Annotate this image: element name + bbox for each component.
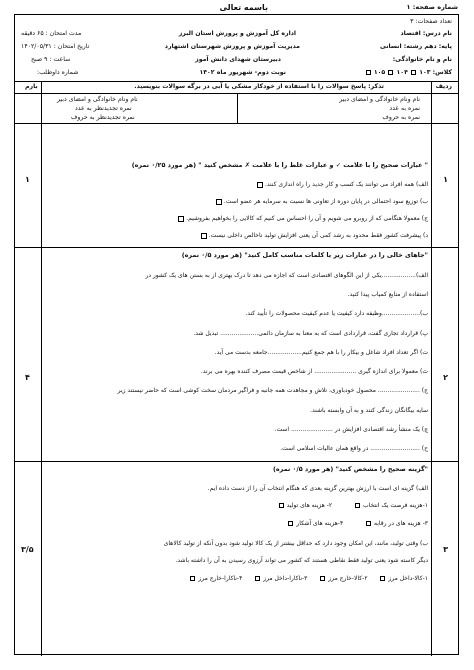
exam-date: تاریخ امتحان : ۱۴۰۲/۰۵/۳۱ — [21, 43, 90, 50]
question-number: ۲ — [443, 373, 448, 382]
page-number: شماره صفحه: ۱ — [406, 3, 458, 11]
option-checkbox[interactable] — [279, 503, 284, 508]
divider — [15, 123, 458, 124]
exam-instruction-note: تذکر: پاسخ سوالات را با استفاده از خودکار مشکی یا آبی در برگه سوالات بنویسید. — [134, 83, 384, 90]
grader-left-1: نام ونام خانوادگی و امضای دبیر — [57, 96, 138, 103]
mc-question-cont: دیگر کاسته شود یعنی تولید فقط نقاطی هستند که کشور می تواند آرزوی رسیدن به آن را داشته باشد. — [175, 557, 428, 564]
answer-box[interactable] — [257, 182, 263, 188]
student-name-label: نام و نام خانوادگی: — [392, 56, 452, 63]
col-row-header: ردیف — [435, 83, 452, 90]
question-number: ۳ — [443, 545, 448, 554]
option-checkbox[interactable] — [366, 521, 371, 526]
option-checkbox[interactable] — [255, 576, 260, 581]
question-score: ۳/۵ — [21, 545, 34, 554]
divider — [15, 461, 458, 462]
seat-number: شماره داوطلب: — [37, 69, 79, 76]
school-name: دبیرستان شهدای دانش آموز — [195, 56, 281, 63]
row-column-line — [431, 81, 432, 656]
grader-left-2: نمره تجدیدنظر به عدد — [75, 105, 132, 112]
statement-item: ج) معمولا هنگامی که از روبرو می شویم و آن را احساس می کنیم که کالایی را بخواهیم بفروشیم. — [176, 215, 428, 223]
blank-item[interactable]: ح) .......................... در واقع همان عالیات اسلامی است. — [280, 445, 428, 452]
question-score: ۴ — [25, 373, 30, 382]
page-count: تعداد صفحات: ۳ — [410, 18, 452, 25]
divider — [237, 93, 238, 123]
exam-frame — [14, 14, 459, 655]
mc-options-row: ۱-کالا-داخل مرز ۲-کالا-خارج مرز ۳-ناکارا-داخل مرز ۴-ناکارا-خارج مرز — [179, 575, 428, 583]
blank-item-cont: سایه بیگانگان زندگی کنند و به آن وابسته باشند. — [310, 407, 428, 414]
mc-options-row: ۱-هزینه فرصت یک انتخاب ۲- هزینه های تولید — [258, 502, 428, 510]
question-score: ۱ — [25, 175, 30, 184]
answer-box[interactable] — [216, 199, 222, 205]
option-checkbox[interactable] — [190, 576, 195, 581]
course-name: نام درس: اقتصاد — [400, 30, 452, 37]
blank-item[interactable]: ت) اگر تعداد افراد شاغل و بیکار را با هم جمع کنیم..................جامعه بدست می آید. — [214, 349, 428, 356]
answer-box[interactable] — [201, 233, 207, 239]
mc-options-row: ۳- هزینه های در رقابه ۴-هزینه های آشکار — [267, 520, 428, 528]
org-line-1: اداره کل آموزش و پرورش استان البرز — [178, 30, 296, 37]
question-title: " عبارات صحیح را با علامت ✓ و عبارات غلط را با علامت ✗ مشخص کنید " (هر مورد ۰/۲۵ نمره) — [131, 161, 428, 169]
logo-heading: باسمه تعالی — [219, 3, 268, 12]
page-top-strip — [0, 3, 474, 13]
grader-right-3: نمره به حروف — [382, 114, 420, 121]
option-checkbox[interactable] — [288, 521, 293, 526]
class-label: کلاس: ۱۰۳ ۱۰۴ ۱۰۵ — [365, 69, 452, 77]
org-line-2: مدیریت آموزش و پرورش شهرستان اشتهارد — [164, 43, 300, 50]
exam-session: نوبت دوم- شهریور ماه ۱۴۰۲ — [199, 69, 286, 76]
statement-item: د) پیشرفت کشور فقط محدود به رشد کمی آن یعنی افزایش تولید ناخالص داخلی نیست. — [199, 232, 428, 240]
statement-item: ب) توزیع سود احتمالی در پایان دوره از تعاونی ها نسبت به سرمایه هر عضو است. — [214, 198, 428, 206]
option-checkbox[interactable] — [355, 503, 360, 508]
blank-item[interactable]: پ) قرارداد تجاری گفت، قراردادی است که به معنا به سازمان دائمی.................... تبدیل شد. — [193, 330, 428, 337]
score-column-line — [41, 81, 42, 656]
exam-time: ساعت : ۹ صبح — [31, 56, 71, 63]
option-checkbox[interactable] — [380, 576, 385, 581]
mc-question: ب) وقتی تولید، مانند، این امکان وجود دارد که حداقل بیشتر از یک کالا تولید شود بدون آنکه از تولید کالاهای — [163, 540, 428, 547]
divider — [15, 247, 458, 248]
question-title: "جاهای خالی را در عبارات زیر با کلمات مناسب کامل کنید" (هر مورد ۰/۵ نمره) — [181, 251, 428, 259]
question-number: ۱ — [443, 175, 448, 184]
answer-box[interactable] — [178, 216, 184, 222]
blank-item-cont: استفاده از منابع کمیاب پیدا کنید. — [347, 291, 428, 298]
question-title: "گزینه صحیح را مشخص کنید" (هر مورد ۰/۵ نمره) — [272, 465, 428, 473]
grader-left-3: نمره تجدیدنظر به حروف — [71, 114, 135, 121]
statement-item: الف) همه افراد می توانند یک کسب و کار جدید را راه اندازی کنند. — [255, 181, 428, 189]
col-score-header: بارم — [25, 83, 38, 90]
grader-right-1: نام ونام خانوادگی و امضای دبیر — [339, 96, 420, 103]
blank-item[interactable]: ج) ...................... محصول خودباوری، تلاش و مجاهدت همه جانبه و فراگیر مردمان سخت کوشی است که حاضر نیستند زیر — [117, 387, 428, 394]
class-checkbox[interactable] — [411, 70, 416, 75]
blank-item[interactable]: الف)..................یکی از این الگوهای اقتصادی است که اجازه می دهد تا درک بهتری از به بستن های یک کشور در — [145, 272, 428, 279]
blank-item[interactable]: چ) یک منشأ رشد اقتصادی افزایش در ...................... است. — [274, 426, 428, 433]
blank-item[interactable]: ث) معمولا برای اندازه گیری ...................... از شاخص قیمت مصرف کننده بهره می برند. — [200, 368, 428, 375]
grader-right-2: نمره به عدد — [389, 105, 420, 112]
mc-question: الف) گزینه ای است با ارزش بهترین گزینه بعدی که هنگام انتخاب آن را از دست داده ایم. — [207, 485, 428, 492]
class-checkbox[interactable] — [388, 70, 393, 75]
class-checkbox[interactable] — [366, 70, 371, 75]
blank-item[interactable]: ب)....................وظیفه دارد کیفیت یا عدم کیفیت محصولات را تأیید کند. — [245, 310, 428, 317]
exam-duration: مدت امتحان : ۶۵ دقیقه — [21, 30, 82, 37]
grade-field: پایه: دهم رشته: انسانی — [379, 43, 452, 50]
option-checkbox[interactable] — [320, 576, 325, 581]
divider — [15, 81, 458, 82]
